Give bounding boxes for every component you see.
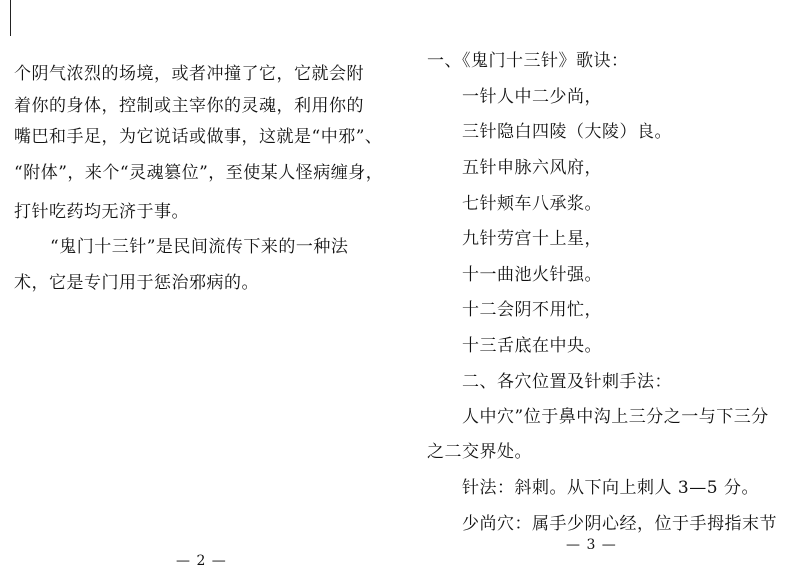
text-line: 着你的身体，控制或主宰你的灵魂，利用你的 (14, 96, 364, 116)
text-line: 嘴巴和手足，为它说话或做事，这就是“中邪”、 (14, 127, 383, 147)
text-line: “鬼门十三针”是民间流传下来的一种法 (50, 237, 349, 257)
section-heading: 二、各穴位置及针刺手法： (462, 372, 672, 392)
verse-line: 五针申脉六风府， (462, 158, 602, 178)
section-heading: 一、《鬼门十三针》歌诀： (427, 51, 629, 71)
text-line: 术，它是专门用于惩治邪病的。 (14, 273, 259, 293)
verse-line: 九针劳宫十上星， (462, 229, 602, 249)
verse-line: 十一曲池火针强。 (462, 265, 602, 285)
text-line: 少尚穴：属手少阴心经，位于手拇指末节 (462, 514, 777, 534)
page-number: — 2 — (176, 553, 227, 569)
text-line: 针法：斜刺。从下向上刺人 3—5 分。 (462, 478, 759, 498)
text-line: 人中穴”位于鼻中沟上三分之一与下三分 (462, 407, 769, 427)
text-line: 打针吃药均无济于事。 (14, 202, 189, 222)
page-number: — 3 — (566, 537, 617, 553)
right-page (396, 0, 793, 581)
verse-line: 十三舌底在中央。 (462, 336, 602, 356)
text-line: “附体”，来个“灵魂篡位”，至使某人怪病缠身， (14, 163, 384, 183)
text-line: 之二交界处。 (427, 442, 532, 462)
verse-line: 七针颊车八承浆。 (462, 194, 602, 214)
verse-line: 十二会阴不用忙， (462, 300, 602, 320)
text-line: 个阴气浓烈的场境，或者冲撞了它，它就会附 (14, 64, 364, 84)
left-page (0, 0, 396, 581)
margin-mark (10, 0, 11, 36)
verse-line: 三针隐白四陵（大陵）良。 (462, 122, 672, 142)
verse-line: 一针人中二少尚， (462, 87, 602, 107)
